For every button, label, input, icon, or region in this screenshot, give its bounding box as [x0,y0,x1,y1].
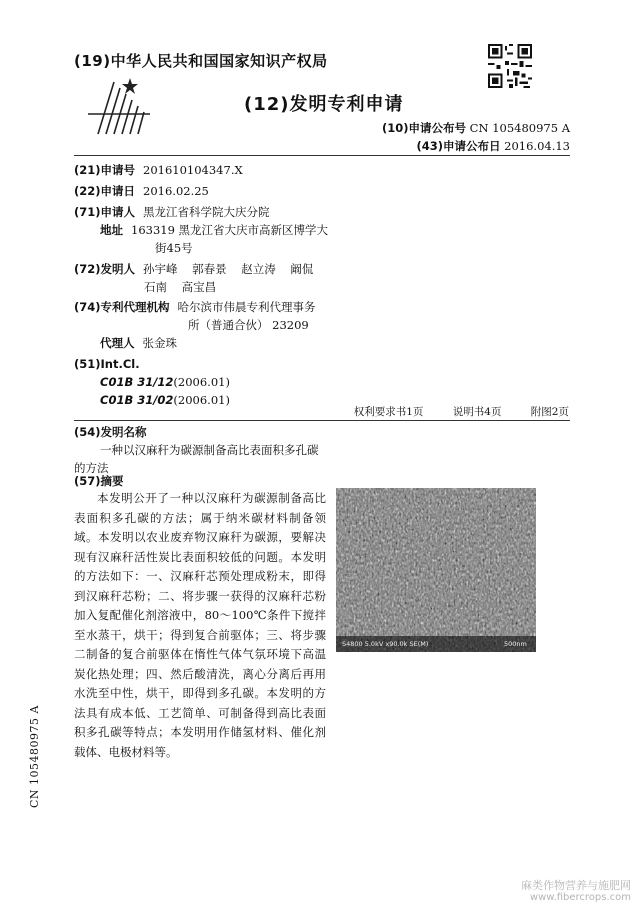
publication-number-row [382,120,570,136]
abstract-text: 本发明公开了一种以汉麻秆为碳源制备高比表面积多孔碳的方法；属于纳米碳材料制备领域。本发明以农业废弃物汉麻秆为碳源，要解决现有汉麻秆活性炭比表面积较低的问题。本发明的方法如下：一、汉麻秆芯预处理成粉末，即得到汉麻秆芯粉；二、将步骤一获得的汉麻秆芯粉加入复配催化剂溶液中，80～100℃条件下搅拌至水蒸干，烘干；得到复合前驱体；三、将步骤二制备的复合前驱体在惰性气体气氛环境下高温炭化热处理；四、然后酸清洗，离心分离后再用水洗至中性，烘干，即得到多孔碳。本发明的方法具有成本低、工艺简单、可制备得到高比表面积多孔碳等特点；本发明用作储氢材料、催化剂载体、电极材料等。 [74,491,326,759]
abstract-label: (57)摘要 [74,474,124,488]
application-number-field [74,161,243,179]
application-date: 2016.02.25 [143,184,209,198]
sem-texture [336,488,536,652]
publication-number-label: (10)申请公布号 [382,121,467,135]
application-number: 201610104347.X [143,163,243,177]
biblio-divider [74,420,570,421]
watermark-title: 麻类作物营养与施肥网 [521,879,631,892]
agent-label: 代理人 [100,336,135,350]
agent-field [100,334,177,352]
inventors-field [74,260,313,278]
applicant-field [74,203,270,221]
patent-office-name: (19)中华人民共和国国家知识产权局 [74,52,328,70]
applicant: 黑龙江省科学院大庆分院 [143,205,270,219]
address-label: 地址 [100,223,123,237]
publication-date-row [416,138,570,154]
applicant-label: (71)申请人 [74,205,136,219]
application-number-label: (21)申请号 [74,163,136,177]
invention-title-line-2: 的方法 [74,461,109,475]
address-line-2: 街45号 [155,241,193,255]
cnipa-emblem-icon [84,74,154,136]
inventors-line-1: 孙宇峰 郭春景 赵立涛 阚侃 [143,262,314,276]
side-publication-number: CN 105480975 A [28,705,41,808]
application-date-label: (22)申请日 [74,184,136,198]
agency-line-1: 哈尔滨市伟晨专利代理事务 [177,300,316,314]
invention-title-label: (54)发明名称 [74,425,147,439]
agent: 张金珠 [142,336,177,350]
intcl-label: (51)Int.Cl. [74,357,140,371]
address-field [100,221,328,239]
document-type-heading: (12)发明专利申请 [244,94,404,115]
publication-date-label: (43)申请公布日 [416,139,501,153]
qr-code-icon [488,44,532,88]
agency-field [74,298,316,316]
page-counts: 权利要求书1页 说明书4页 附图2页 [353,406,569,418]
inventors-label: (72)发明人 [74,262,136,276]
agency-label: (74)专利代理机构 [74,300,170,314]
header-divider [74,155,570,156]
publication-number: CN 105480975 A [469,121,570,135]
publication-date: 2016.04.13 [504,139,570,153]
address-line-1: 163319 黑龙江省大庆市高新区博学大 [131,223,329,237]
application-date-field [74,182,209,200]
sem-caption: S4800 5.0kV x90.0k SE(M) [342,640,429,648]
intcl-entry: C01B 31/02(2006.01) [100,393,230,407]
sem-micrograph [336,488,536,652]
inventors-line-2: 石南 高宝昌 [144,280,217,294]
intcl-entry: C01B 31/12(2006.01) [100,375,230,389]
agency-line-2: 所（普通合伙） 23209 [188,318,309,332]
sem-scale-label: 500nm [504,640,527,648]
watermark-url: www.fibercrops.com [529,892,631,903]
invention-title-line-1: 一种以汉麻秆为碳源制备高比表面积多孔碳 [100,443,319,457]
